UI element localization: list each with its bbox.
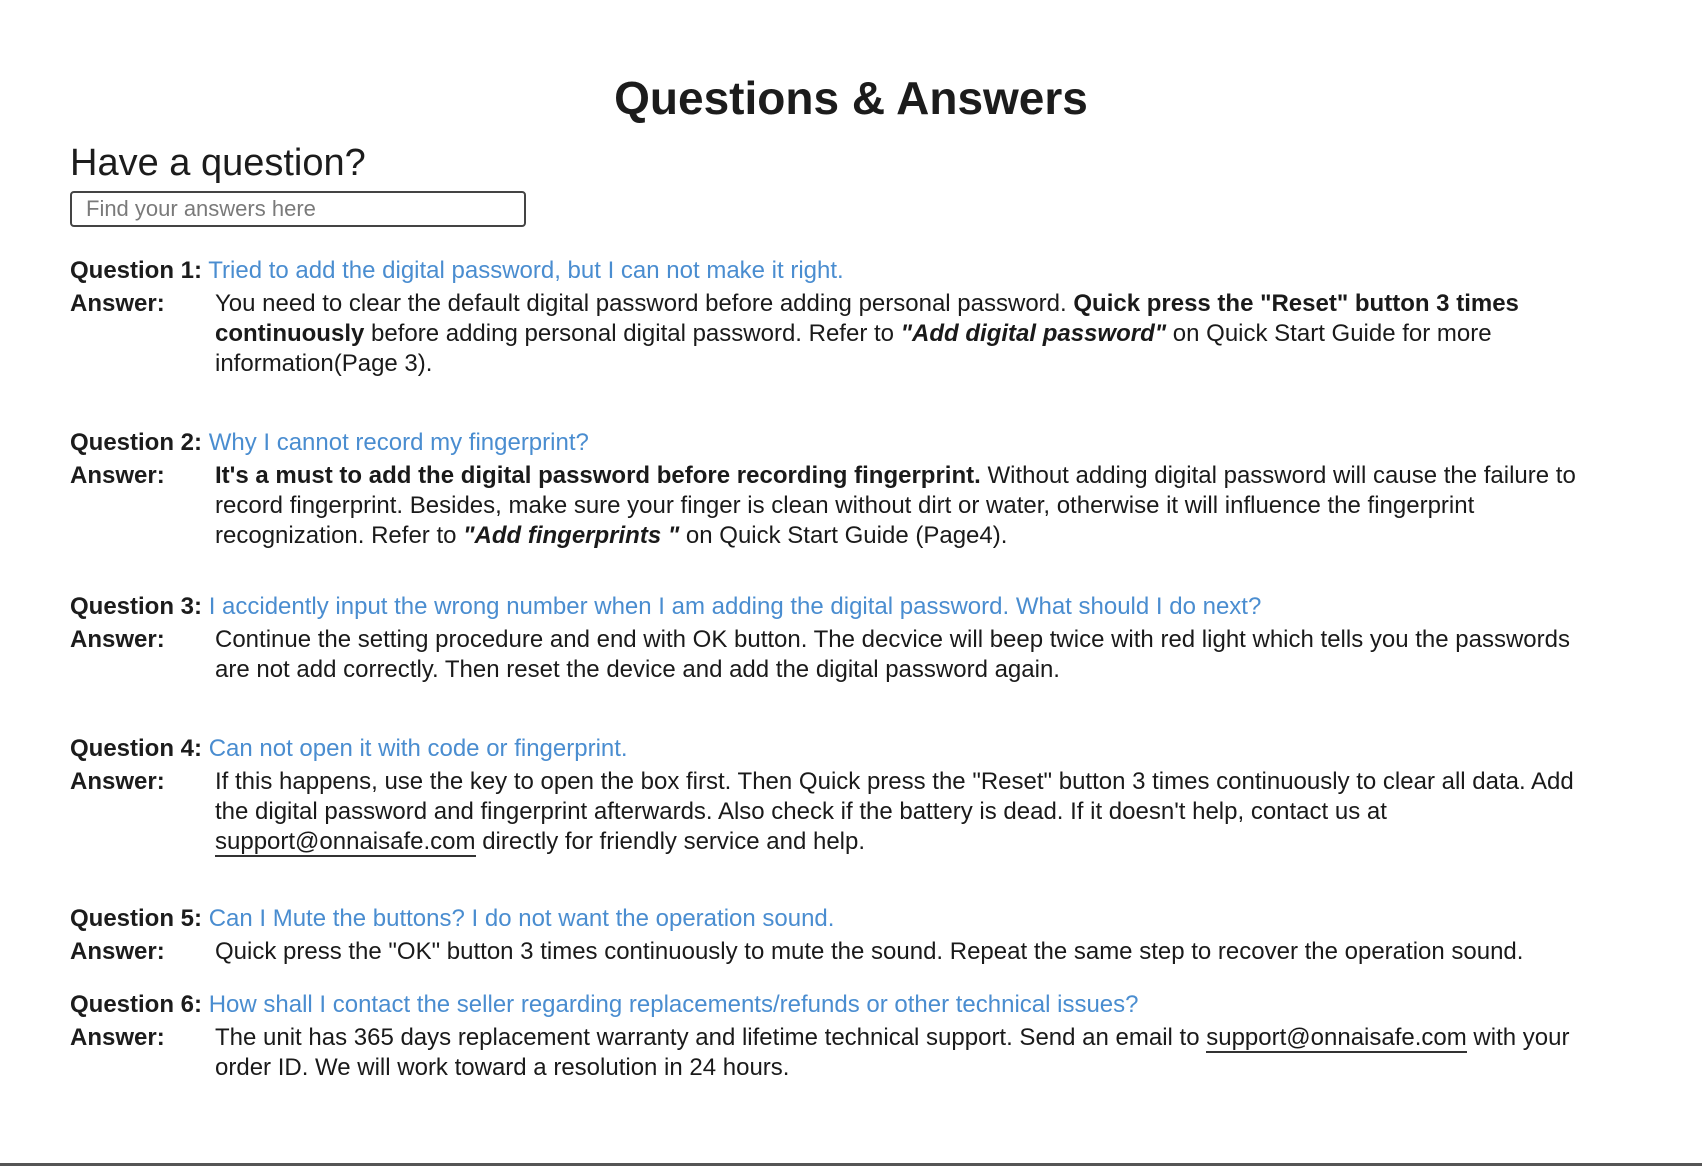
answer-bold-segment: Quick press the "Reset" button 3 times continuously (215, 290, 1519, 347)
answer-text (215, 461, 1610, 551)
answer-segment: You need to clear the default digital password before adding personal password. (215, 290, 1067, 317)
question-label: Question 2: (70, 429, 203, 456)
answer-segment: on Quick Start Guide (Page4). (685, 522, 1008, 549)
support-email-link[interactable]: support@onnaisafe.com (215, 828, 476, 855)
question-row (70, 427, 1610, 459)
question-row (70, 733, 1610, 765)
guide-reference: "Add digital password" (900, 320, 1167, 347)
qa-item-2 (70, 427, 1610, 551)
answer-row (70, 1023, 1610, 1083)
question-link[interactable]: Can not open it with code or fingerprint. (208, 735, 628, 762)
answer-row (70, 289, 1610, 379)
qa-item-3 (70, 591, 1610, 685)
answer-label: Answer: (70, 938, 165, 965)
qa-item-5 (70, 903, 1610, 967)
question-label: Question 1: (70, 257, 203, 284)
answer-row (70, 937, 1610, 967)
question-row (70, 255, 1610, 287)
answer-row (70, 461, 1610, 551)
question-link[interactable]: I accidently input the wrong number when I am adding the digital password. What should I do next? (208, 593, 1262, 620)
answer-label: Answer: (70, 1024, 165, 1051)
answer-segment: If this happens, use the key to open the box first. Then Quick press the "Reset" button 3 times continuously to clear all data. Add the digital password and fingerprint afterwards. Also check if the battery is dead. If it doesn't help, contact us at (215, 768, 1574, 825)
search-heading: Have a question? (70, 142, 366, 184)
question-row (70, 989, 1610, 1021)
answer-row (70, 625, 1610, 685)
answer-segment: directly for friendly service and help. (482, 828, 866, 855)
support-email-link[interactable]: support@onnaisafe.com (1206, 1024, 1467, 1051)
question-link[interactable]: Why I cannot record my fingerprint? (208, 429, 589, 456)
guide-reference: "Add fingerprints " (463, 522, 680, 549)
answer-label: Answer: (70, 768, 165, 795)
answer-row (70, 767, 1610, 857)
answer-text (215, 289, 1610, 379)
answer-segment: Without adding digital password will cause the failure to record fingerprint. Besides, make sure your finger is clean without dirt or water, otherwise it will influence the fingerprint recognization. Refer to (215, 462, 1576, 549)
answer-label: Answer: (70, 462, 165, 489)
question-link[interactable]: Tried to add the digital password, but I can not make it right. (208, 257, 844, 284)
answer-text: Continue the setting procedure and end with OK button. The decvice will beep twice with red light which tells you the passwords are not add correctly. Then reset the device and add the digital password again. (215, 626, 1570, 683)
page-title: Questions & Answers (614, 72, 1088, 124)
answer-label: Answer: (70, 626, 165, 653)
question-label: Question 4: (70, 735, 203, 762)
answer-segment: on Quick Start Guide for more information(Page 3). (215, 320, 1492, 377)
answer-label: Answer: (70, 290, 165, 317)
question-link[interactable]: Can I Mute the buttons? I do not want the operation sound. (208, 905, 835, 932)
qa-item-4 (70, 733, 1610, 857)
answer-segment: before adding personal digital password. Refer to (371, 320, 894, 347)
answer-bold-segment: It's a must to add the digital password before recording fingerprint. (215, 462, 981, 489)
question-row (70, 591, 1610, 623)
qa-item-6 (70, 989, 1610, 1083)
answer-text: Quick press the "OK" button 3 times continuously to mute the sound. Repeat the same step to recover the operation sound. (215, 938, 1524, 965)
answer-segment: The unit has 365 days replacement warranty and lifetime technical support. Send an email to (215, 1024, 1200, 1051)
question-label: Question 6: (70, 991, 203, 1018)
question-label: Question 5: (70, 905, 203, 932)
qa-item-1 (70, 255, 1610, 379)
question-row (70, 903, 1610, 935)
question-link[interactable]: How shall I contact the seller regarding replacements/refunds or other technical issues? (208, 991, 1139, 1018)
search-input[interactable] (70, 191, 526, 227)
answer-segment: with your order ID. We will work toward a resolution in 24 hours. (215, 1024, 1570, 1081)
answer-text (215, 767, 1610, 857)
answer-text (215, 1023, 1610, 1083)
qa-list (70, 255, 1610, 1123)
question-label: Question 3: (70, 593, 203, 620)
